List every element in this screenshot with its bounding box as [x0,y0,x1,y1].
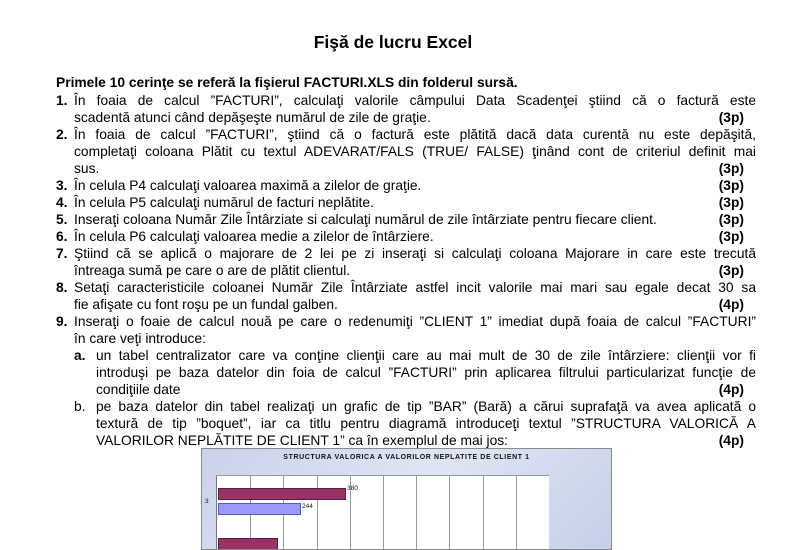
points-label: (3p) [718,161,744,176]
item-number: 7. [56,246,68,261]
chart-gridline [383,476,384,550]
item-number: 2. [56,127,68,142]
requirement-item [56,279,756,313]
document-title: Fişă de lucru Excel [313,32,473,52]
line-text: Inseraţi o foaie de calcul nouă pe care o redenumiţi ”CLIENT 1” imediat după foaia de calcul ”FACTURI” [74,314,756,329]
line-text: sus. [74,161,100,176]
text-line [74,262,756,279]
item-number: 5. [56,212,68,227]
line-text: Setaţi caracteristicile coloanei Număr Zile Întârziate astfel incit valorile mai mari sau egale decat 30 sa [74,280,756,295]
intro-text: Primele 10 cerinţe se referă la fişierul FACTURI.XLS din folderul sursă. [56,75,518,90]
text-line [74,126,756,143]
sub-item-letter: a. [74,348,86,363]
line-text: VALORILOR NEPLĂTITE DE CLIENT 1” ca în exemplul de mai jos: [96,433,509,448]
requirement-item [56,92,756,126]
requirement-item [56,126,756,177]
chart-gridline [449,476,450,550]
line-text: În celula P4 calculaţi valoarea maximă a zilelor de graţie. [74,178,422,193]
line-text: în care veţi introduce: [74,331,206,346]
line-text: un tabel centralizator care va conţine clienţii care au mai mult de 30 de zile întârziere: clienţii vor fi [96,348,756,363]
points-label: (4p) [718,382,744,397]
sub-requirement-item [56,398,756,449]
line-text: completaţi coloana Plătit cu textul ADEVARAT/FALS (TRUE/ FALSE) ţinând cont de criteriul definit mai [74,144,756,159]
item-number: 1. [56,93,68,108]
chart-bar [218,538,278,550]
text-line [74,177,756,194]
chart-category-label: 3 [205,498,209,505]
chart-title: STRUCTURA VALORICA A VALORILOR NEPLATITE DE CLIENT 1 [283,454,530,461]
chart-gridline [483,476,484,550]
points-label: (3p) [718,178,744,193]
text-line [74,245,756,262]
text-line [74,194,756,211]
text-line [74,109,756,126]
points-label: (3p) [718,229,744,244]
text-line [96,415,756,432]
item-number: 3. [56,178,68,193]
requirement-item [56,177,756,194]
item-number: 6. [56,229,68,244]
item-number: 4. [56,195,68,210]
requirement-item [56,211,756,228]
chart-gridline [516,476,517,550]
chart-bar [218,503,301,515]
item-number: 9. [56,314,68,329]
sub-item-letter: b. [74,399,86,414]
text-line [96,398,756,415]
chart-gridline [416,476,417,550]
text-line [74,279,756,296]
chart-data-label: 380 [347,485,358,492]
text-line [96,347,756,364]
requirement-item [56,194,756,211]
text-line [74,296,756,313]
chart-data-label: 244 [302,503,313,510]
text-line [74,330,756,347]
line-text: condiţiile date [96,382,181,397]
points-label: (3p) [718,110,744,125]
text-line [96,364,756,381]
text-line [74,160,756,177]
line-text: scadentă atunci când depăşeşte numărul de zile de graţie. [74,110,431,125]
requirement-item [56,313,756,347]
line-text: Inseraţi coloana Număr Zile Întârziate si calculaţi numărul de zile întârziate pentru fiecare client. [74,212,657,227]
text-line [74,211,756,228]
points-label: (3p) [718,212,744,227]
text-line [74,143,756,160]
points-label: (3p) [718,195,744,210]
text-line [96,381,756,398]
text-line [96,432,756,449]
requirement-item [56,228,756,245]
line-text: introduşi pe baza datelor din foia de calcul ”FACTURI” prin aplicarea filtrului particularizat funcţie de [96,365,756,380]
points-label: (4p) [718,433,744,448]
line-text: Ştiind că se aplică o majorare de 2 lei pe zi inseraţi si calculaţi coloana Majorare in care este trecută [74,246,756,261]
chart-bar [218,488,346,500]
line-text: textură de tip ”boquet”, iar ca titlu pentru diagramă introduceţi textul ”STRUCTURA VALORICĂ A [96,416,756,431]
item-number: 8. [56,280,68,295]
requirements-list [56,92,756,449]
line-text: În celula P5 calculaţi numărul de facturi neplătite. [74,195,374,210]
line-text: pe baza datelor din tabel realizaţi un grafic de tip ”BAR” (Bară) a cărui suprafaţă va avea aplicată o [96,399,756,414]
text-line [74,92,756,109]
sub-requirement-item [56,347,756,398]
text-line [74,313,756,330]
line-text: În foaia de calcul ”FACTURI”, ştiind că o factură este plătită dacă data curentă nu este depăşită, [74,127,756,142]
points-label: (3p) [718,263,744,278]
example-bar-chart [201,448,612,550]
points-label: (4p) [718,297,744,312]
line-text: În celula P6 calculaţi valoarea medie a zilelor de întârziere. [74,229,434,244]
text-line [74,228,756,245]
line-text: fie afişate cu font roşu pe un fundal galben. [74,297,338,312]
line-text: întreaga sumă pe care o are de plătit clientul. [74,263,351,278]
chart-plot-area [216,475,549,550]
line-text: În foaia de calcul ”FACTURI”, calculaţi valorile câmpului Data Scadenţei ştiind că o factură este [74,93,756,108]
requirement-item [56,245,756,279]
